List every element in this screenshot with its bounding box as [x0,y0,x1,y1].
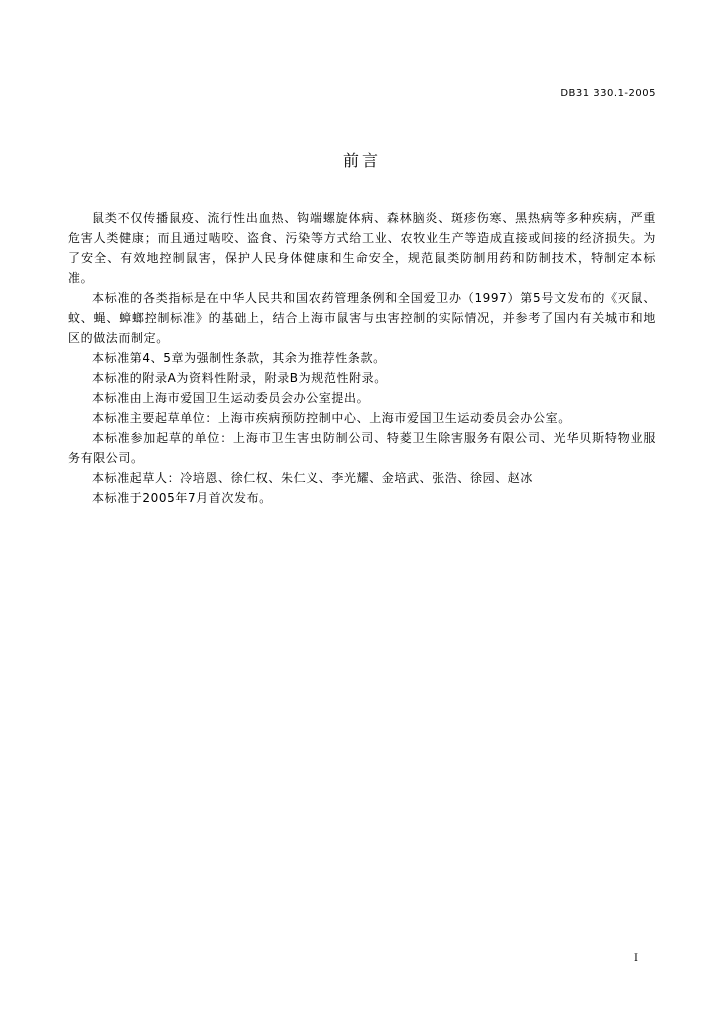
document-body [68,208,656,508]
paragraph: 本标准的各类指标是在中华人民共和国农药管理条例和全国爱卫办（1997）第5号文发布的《灭鼠、蚊、蝇、蟑螂控制标准》的基础上，结合上海市鼠害与虫害控制的实际情况，并参考了国内有关城市和地区的做法而制定。 [68,291,656,345]
paragraph: 本标准参加起草的单位：上海市卫生害虫防制公司、特菱卫生除害服务有限公司、光华贝斯特物业服务有限公司。 [68,431,656,465]
paragraph: 本标准起草人：冷培恩、徐仁权、朱仁义、李光耀、金培武、张浩、徐园、赵冰 [92,471,534,485]
paragraph: 鼠类不仅传播鼠疫、流行性出血热、钩端螺旋体病、森林脑炎、斑疹伤寒、黑热病等多种疾病，严重危害人类健康；而且通过啮咬、盗食、污染等方式给工业、农牧业生产等造成直接或间接的经济损失。为了安全、有效地控制鼠害，保护人民身体健康和生命安全，规范鼠类防制用药和防制技术，特制定本标准。 [68,211,656,285]
doc-code: DB31 330.1-2005 [560,88,656,99]
paragraph: 本标准由上海市爱国卫生运动委员会办公室提出。 [92,391,370,405]
paragraph: 本标准于2005年7月首次发布。 [92,491,272,505]
paragraph: 本标准主要起草单位：上海市疾病预防控制中心、上海市爱国卫生运动委员会办公室。 [92,411,571,425]
paragraph: 本标准的附录A为资料性附录，附录B为规范性附录。 [92,371,387,385]
paragraph: 本标准第4、5章为强制性条款，其余为推荐性条款。 [92,351,386,365]
page-number: I [634,953,638,964]
page-title: 前言 [342,151,381,170]
